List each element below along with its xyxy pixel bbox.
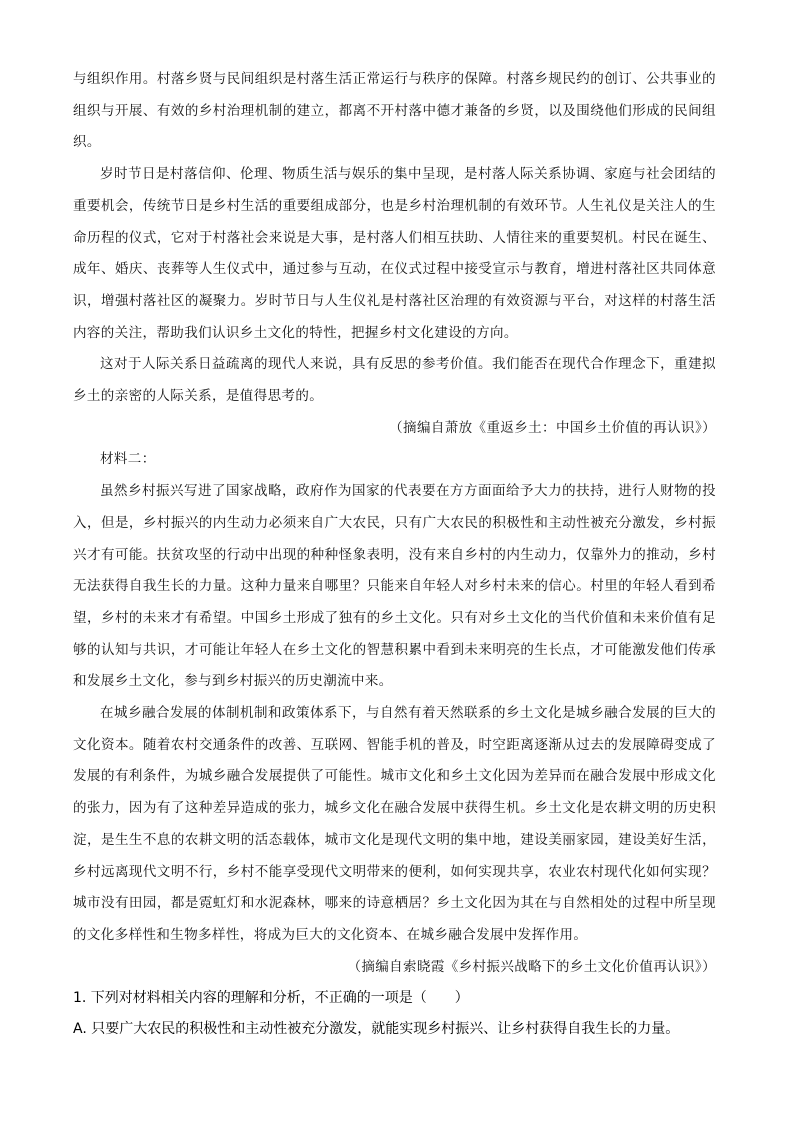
question-option-a: A. 只要广大农民的积极性和主动性被充分激发，就能实现乡村振兴、让乡村获得自我生长的力量。 bbox=[73, 1021, 680, 1038]
passage-paragraph-3: 这对于人际关系日益疏离的现代人来说，具有反思的参考价值。我们能否在现代合作理念下，重建拟乡土的亲密的人际关系，是值得思考的。 bbox=[73, 356, 716, 405]
passage-paragraph-5: 在城乡融合发展的体制机制和政策体系下，与自然有着天然联系的乡土文化是城乡融合发展的巨大的文化资本。随着农村交通条件的改善、互联网、智能手机的普及，时空距离逐渐从过去的发展障碍变成了发展的有利条件，为城乡融合发展提供了可能性。城市文化和乡土文化因为差异而在融合发展中形成文化的张力，因为有了这种差异造成的张力，城乡文化在融合发展中获得生机。乡土文化是农耕文明的历史积淀，是生生不息的农耕文明的活态载体，城市文化是现代文明的集中地，建设美丽家园，建设美好生活，乡村远离现代文明不行，乡村不能享受现代文明带来的便利，如何实现共享，农业农村现代化如何实现？城市没有田园，都是霓虹灯和水泥森林，哪来的诗意栖居？乡土文化因为其在与自然相处的过程中所呈现的文化多样性和生物多样性，将成为巨大的文化资本、在城乡融合发展中发挥作用。 bbox=[73, 705, 716, 943]
passage-paragraph-2: 岁时节日是村落信仰、伦理、物质生活与娱乐的集中呈现，是村落人际关系协调、家庭与社会团结的重要机会，传统节日是乡村生活的重要组成部分，也是乡村治理机制的有效环节。人生礼仪是关注人的生命历程的仪式，它对于村落社会来说是大事，是村落人们相互扶助、人情往来的重要契机。村民在诞生、成年、婚庆、丧葬等人生仪式中，通过参与互动，在仪式过程中接受宣示与教育，增进村落社区共同体意识，增强村落社区的凝聚力。岁时节日与人生仪礼是村落社区治理的有效资源与平台，对这样的村落生活内容的关注，帮助我们认识乡土文化的特性，把握乡村文化建设的方向。 bbox=[73, 166, 716, 341]
passage-paragraph-4: 虽然乡村振兴写进了国家战略，政府作为国家的代表要在方方面面给予大力的扶持，进行人财物的投入，但是，乡村振兴的内生动力必须来自广大农民，只有广大农民的积极性和主动性被充分激发，乡村振兴才有可能。扶贫攻坚的行动中出现的种种怪象表明，没有来自乡村的内生动力，仅靠外力的推动，乡村无法获得自我生长的力量。这种力量来自哪里？只能来自年轻人对乡村未来的信心。村里的年轻人看到希望，乡村的未来才有希望。中国乡土形成了独有的乡土文化。只有对乡土文化的当代价值和未来价值有足够的认知与共识，才可能让年轻人在乡土文化的智慧积累中看到未来明亮的生长点，才可能激发他们传承和发展乡土文化，参与到乡村振兴的历史潮流中来。 bbox=[73, 483, 716, 690]
passage-paragraph-1: 与组织作用。村落乡贤与民间组织是村落生活正常运行与秩序的保障。村落乡规民约的创订、公共事业的组织与开展、有效的乡村治理机制的建立，都离不开村落中德才兼备的乡贤，以及围绕他们形成的民间组织。 bbox=[73, 71, 716, 151]
source-citation-2: （摘编自索晓霞《乡村振兴战略下的乡土文化价值再认识》） bbox=[347, 958, 716, 975]
source-citation-1: （摘编自萧放《重返乡土：中国乡土价值的再认识》） bbox=[389, 419, 716, 436]
question-stem: 1. 下列对材料相关内容的理解和分析，不正确的一项是（ ） bbox=[73, 990, 469, 1007]
material-2-heading: 材料二： bbox=[100, 451, 156, 468]
